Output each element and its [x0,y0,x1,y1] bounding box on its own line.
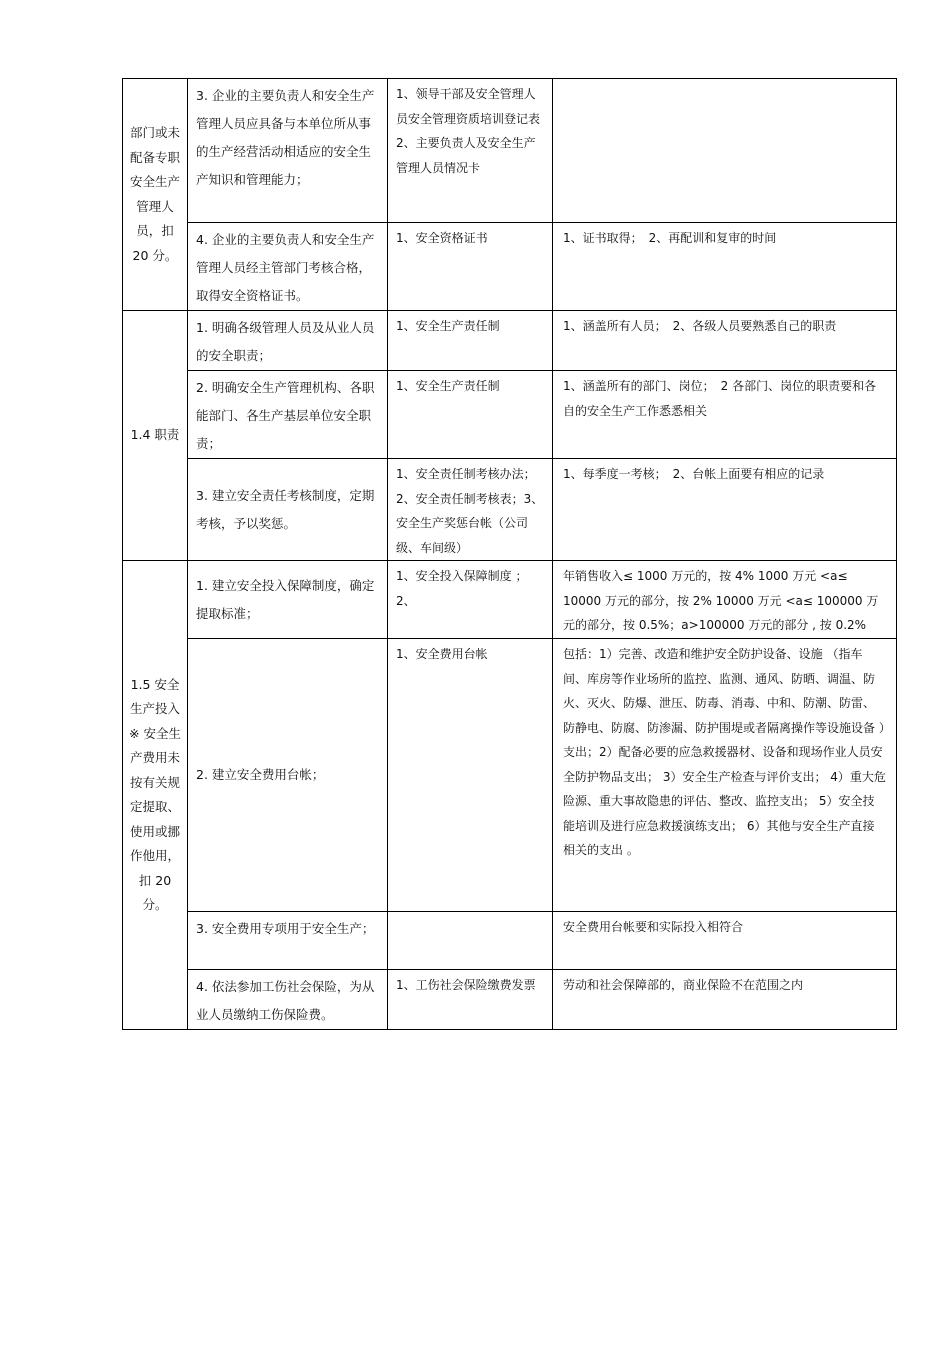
document-cell [388,912,553,970]
requirement-cell [188,79,388,223]
requirement-cell [188,561,388,639]
requirement-text: 3. 企业的主要负责人和安全生产管理人员应具备与本单位所从事的生产经营活动相适应的安全生产知识和管理能力； [196,88,375,187]
note-text: 1、涵盖所有的部门、岗位； 2 各部门、岗位的职责要和各自的安全生产工作悉悉相关 [563,379,877,418]
requirement-text: 4. 企业的主要负责人和安全生产管理人员经主管部门考核合格，取得安全资格证书。 [196,232,375,303]
document-cell [388,459,553,561]
document-text: 1、安全责任制考核办法；2、安全责任制考核表；3、安全生产奖惩台帐（公司级、车间级） [396,467,544,555]
category-text: 1.4 职责 [130,427,180,443]
note-cell [553,79,897,223]
category-cell [123,79,188,311]
table-row [123,639,897,912]
note-text: 1、涵盖所有人员； 2、各级人员要熟悉自己的职责 [563,319,837,333]
inspection-table [122,78,897,1030]
document-cell [388,311,553,371]
requirement-cell [188,223,388,311]
document-text: 1、工伤社会保险缴费发票 [396,978,536,992]
requirement-text: 4. 依法参加工伤社会保险，为从业人员缴纳工伤保险费。 [196,979,375,1022]
note-cell [553,311,897,371]
note-cell [553,371,897,459]
note-cell [553,561,897,639]
table-row [123,311,897,371]
document-cell [388,561,553,639]
document-cell [388,970,553,1030]
note-text [553,79,896,82]
note-text: 1、证书取得； 2、再配训和复审的时间 [563,231,777,245]
requirement-text: 1. 建立安全投入保障制度，确定提取标准； [196,577,375,621]
document-text: 1、安全投入保障制度 ；2、 [396,569,528,608]
requirement-cell [188,912,388,970]
requirement-cell [188,970,388,1030]
document-cell [388,79,553,223]
document-text: 1、安全费用台帐 [396,647,488,661]
document-cell [388,223,553,311]
requirement-text: 2. 明确安全生产管理机构、各职能部门、各生产基层单位安全职责； [196,380,375,451]
document-cell [388,371,553,459]
note-text: 包括：1）完善、改造和维护安全防护设备、设施 （指车间、库房等作业场所的监控、监测、通风、防晒、调温、防火、灭火、防爆、泄压、防毒、消毒、中和、防潮、防雷、防静电、防腐、防渗漏、防护围堤或者隔离操作等设施设备 ）支出；2）配备必要的应急救援器材、设备和现场作业人员安全防护物品支出； 3）安全生产检查与评价支出； 4）重大危险源、重大事故隐患的评估、整改、监控支出； 5）安全技能培训及进行应急救援演练支出； 6）其他与安全生产直接相关的支出 。 [563,647,886,857]
requirement-cell [188,371,388,459]
document-text: 1、领导干部及安全管理人员安全管理资质培训登记表 2、主要负责人及安全生产管理人员情况卡 [396,87,541,175]
note-cell [553,223,897,311]
table-row [123,459,897,561]
note-cell [553,970,897,1030]
category-cell [123,561,188,1030]
requirement-cell [188,639,388,912]
document-text: 1、安全生产责任制 [396,319,500,333]
category-text: 1.5 安全生产投入 ※ 安全生产费用未按有关规定提取、使用或挪作他用，扣 20 分。 [129,676,181,912]
note-cell [553,912,897,970]
requirement-cell [188,459,388,561]
category-text: 部门或未配备专职安全生产管理人员，扣 20 分。 [129,125,180,263]
table-row [123,561,897,639]
note-cell [553,639,897,912]
document-text: 1、安全生产责任制 [396,379,500,393]
category-cell [123,311,188,561]
requirement-text: 3. 建立安全责任考核制度，定期考核，予以奖惩。 [196,487,375,531]
table-row [123,912,897,970]
table-row [123,223,897,311]
note-text: 安全费用台帐要和实际投入相符合 [563,920,744,934]
table-row [123,970,897,1030]
document-text: 1、安全资格证书 [396,231,488,245]
table-row [123,371,897,459]
requirement-text: 2. 建立安全费用台帐； [196,767,325,782]
document-text [388,912,552,915]
note-text: 劳动和社会保障部的，商业保险不在范围之内 [563,978,804,992]
note-text: 年销售收入≤ 1000 万元的，按 4% 1000 万元 <a≤ 10000 万元的部分，按 2% 10000 万元 <a≤ 100000 万元的部分，按 0.5%；a>100000 万元的部分 , 按 0.2% [563,569,879,632]
table-row [123,79,897,223]
note-text: 1、每季度一考核； 2、台帐上面要有相应的记录 [563,467,825,481]
requirement-text: 1. 明确各级管理人员及从业人员的安全职责； [196,320,375,363]
requirement-text: 3. 安全费用专项用于安全生产； [196,921,375,936]
note-cell [553,459,897,561]
document-cell [388,639,553,912]
requirement-cell [188,311,388,371]
